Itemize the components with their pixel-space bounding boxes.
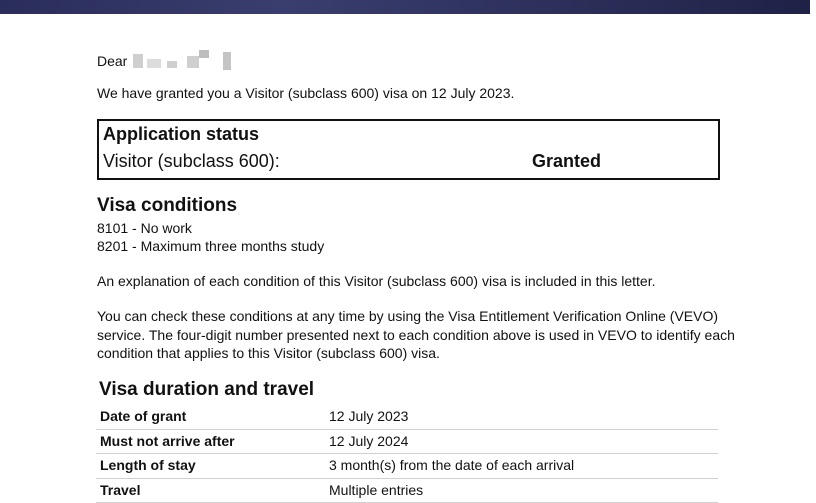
table-row (96, 454, 718, 479)
visa-conditions-title: Visa conditions (97, 195, 237, 217)
intro-paragraph: We have granted you a Visitor (subclass 600) visa on 12 July 2023. (97, 85, 514, 101)
row-label: Date of grant (100, 408, 186, 424)
condition-item: 8101 - No work (97, 219, 324, 237)
row-value: 3 month(s) from the date of each arrival (329, 457, 574, 473)
conditions-list (97, 219, 324, 255)
row-label: Travel (100, 482, 140, 498)
row-value: 12 July 2024 (329, 433, 408, 449)
duration-table (96, 405, 718, 503)
row-label: Must not arrive after (100, 433, 235, 449)
application-status-box (97, 119, 720, 180)
row-value: 12 July 2023 (329, 408, 408, 424)
redacted-name (133, 50, 241, 72)
duration-title: Visa duration and travel (99, 379, 314, 401)
table-row (96, 405, 718, 430)
table-row (96, 479, 718, 503)
visa-type-label: Visitor (subclass 600): (103, 151, 280, 172)
row-value: Multiple entries (329, 482, 423, 498)
greeting-text: Dear (97, 53, 127, 69)
vevo-note: You can check these conditions at any time by using the Visa Entitlement Verification Online (VEVO) service. The four-digit number presented next to each condition above is used in VEVO to identify each condition that applies to this Visitor (subclass 600) visa. (97, 307, 737, 363)
conditions-explanation: An explanation of each condition of this Visitor (subclass 600) visa is included in this letter. (97, 273, 656, 289)
greeting (97, 50, 241, 72)
status-value: Granted (532, 151, 601, 172)
condition-item: 8201 - Maximum three months study (97, 237, 324, 255)
row-label: Length of stay (100, 457, 196, 473)
application-status-title: Application status (103, 124, 259, 145)
table-row (96, 430, 718, 455)
